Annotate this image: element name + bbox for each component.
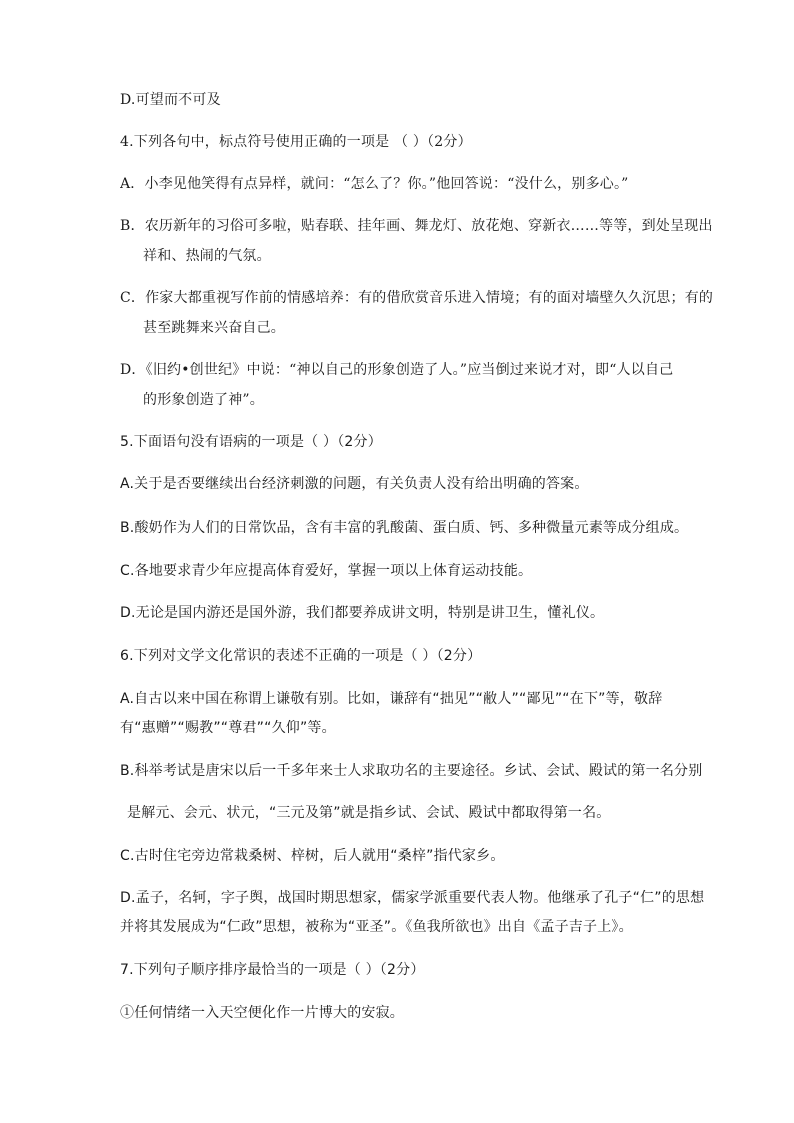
question-4-option-c-cont: 甚至跳舞来兴奋自己。 (143, 320, 285, 336)
question-6-option-b: B.科举考试是唐宋以后一千多年来士人求取功名的主要途径。乡试、会试、殿试的第一名分别 (120, 763, 703, 779)
question-6-option-c: C.古时住宅旁边常栽桑树、梓树，后人就用“桑梓”指代家乡。 (120, 848, 505, 864)
question-5-option-a: A.关于是否要继续出台经济刺激的问题，有关负责人没有给出明确的答案。 (120, 476, 589, 492)
question-4-option-a: A．小李见他笑得有点异样，就问：“怎么了？你。”他回答说：“没什么，别多心。” (120, 176, 629, 192)
question-6-option-d-cont: 并将其发展成为“仁政”思想，被称为“亚圣”。《鱼我所欲也》出自《孟子吉子上》。 (120, 919, 633, 935)
question-5-option-b: B.酸奶作为人们的日常饮品，含有丰富的乳酸菌、蛋白质、钙、多种微量元素等成分组成。 (120, 520, 689, 536)
question-7-sentence-1: ①任何情绪一入天空便化作一片博大的安寂。 (120, 1005, 404, 1021)
question-6-option-a-cont: 有“惠赠”“赐教”“尊君”“久仰”等。 (120, 720, 336, 736)
question-5-stem: 5.下面语句没有语病的一项是（ ）（2分） (120, 434, 382, 450)
question-4-stem: 4.下列各句中，标点符号使用正确的一项是 （ ）（2分） (120, 134, 472, 150)
question-4-option-b: B．农历新年的习俗可多啦，贴春联、挂年画、舞龙灯、放花炮、穿新衣……等等，到处呈现出 (120, 218, 713, 234)
question-4-option-d-cont: 的形象创造了神”。 (143, 392, 264, 408)
question-6-stem: 6.下列对文学文化常识的表述不正确的一项是（ ）（2分） (120, 648, 482, 664)
question-6-option-d: D.孟子，名轲，字子舆，战国时期思想家，儒家学派重要代表人物。他继承了孔子“仁”的思想 (120, 890, 705, 906)
question-6-option-a: A.自古以来中国在称谓上谦敬有别。比如，谦辞有“拙见”“敝人”“鄙见”“在下”等，敬辞 (120, 691, 663, 707)
question-7-stem: 7.下列句子顺序排序最恰当的一项是（ ）（2分） (120, 962, 425, 978)
option-d-prev-question: D.可望而不可及 (120, 92, 221, 108)
question-6-option-b-cont: 是解元、会元、状元，“三元及第”就是指乡试、会试、殿试中都取得第一名。 (127, 805, 611, 821)
question-4-option-c: C．作家大都重视写作前的情感培养：有的借欣赏音乐进入情境；有的面对墙壁久久沉思；有的 (120, 290, 714, 306)
question-5-option-c: C.各地要求青少年应提高体育爱好，掌握一项以上体育运动技能。 (120, 563, 533, 579)
question-4-option-d: D．《旧约•创世纪》中说：“神以自己的形象创造了人。”应当倒过来说才对，即“人以自己 (120, 362, 674, 378)
question-4-option-b-cont: 祥和、热闹的气氛。 (143, 248, 271, 264)
question-5-option-d: D.无论是国内游还是国外游，我们都要养成讲文明，特别是讲卫生，懂礼仪。 (120, 605, 605, 621)
